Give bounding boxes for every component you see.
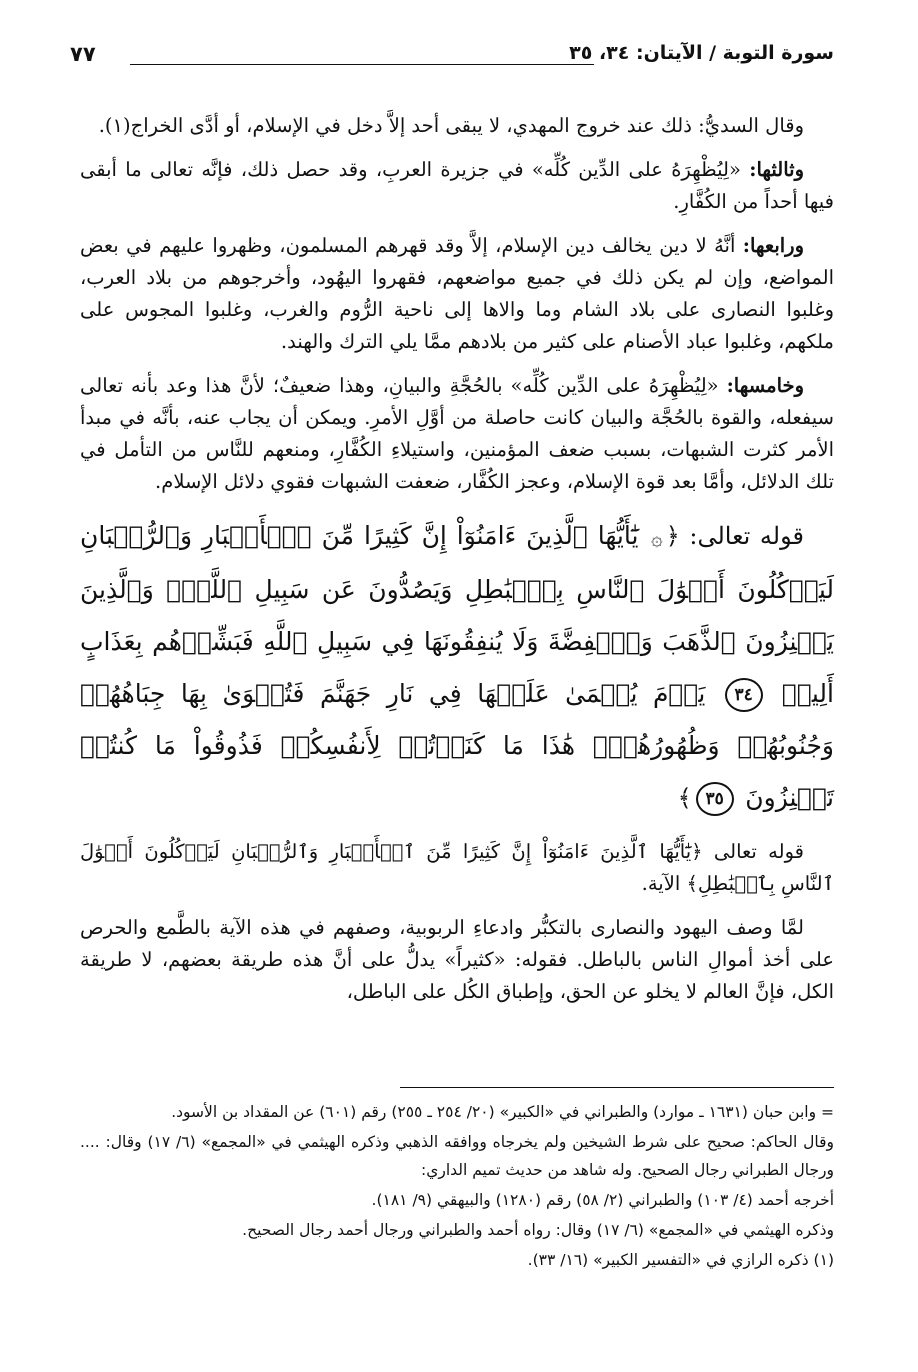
footnote-rule: [400, 1087, 834, 1088]
paragraph-text: ﴿يَٰٓأَيُّهَا ٱلَّذِينَ ءَامَنُوٓاْ إِنَّ كَثِيرًا مِّنَ ٱلۡأَحۡبَارِ وَٱلرُّهۡبَانِ لَيَأۡكُلُونَ أَمۡوَٰلَ ٱلنَّاسِ بِٱلۡبَٰطِلِ﴾ الآية.: [80, 839, 834, 895]
footnote: وذكره الهيثمي في «المجمع» (٦/ ١٧) وقال: رواه أحمد والطبراني ورجال أحمد رجال الصحيح.: [242, 1221, 834, 1239]
main-text: [80, 110, 834, 1020]
paragraph-fifth: [80, 370, 834, 498]
verse-35-text: يَوۡمَ يُحۡمَىٰ عَلَيۡهَا فِي نَارِ جَهَنَّمَ فَتُكۡوَىٰ بِهَا جِبَاهُهُمۡ وَجُنُوبُهُمۡ وَظُهُورُهُمۡۖ هَٰذَا مَا كَنَزۡتُمۡ لِأَنفُسِكُمۡ فَذُوقُواْ مَا كُنتُمۡ تَكۡنِزُونَ: [80, 678, 834, 812]
page-number: ٧٧: [70, 42, 96, 66]
paragraph-greed: [80, 912, 834, 1008]
paragraph-third: [80, 154, 834, 218]
sajda-star-icon: ۞: [651, 525, 663, 550]
paragraph-lead: قوله تعالى: [713, 839, 804, 863]
paragraph-text: لمَّا وصف اليهود والنصارى بالتكبُّر وادعاءِ الربوبية، وصفهم في هذه الآية بالطَّمع والحرص على أخذ أموالِ الناس بالباطل. فقوله: «كثيراً» يدلُّ على أنَّ هذه طريقة بعضهم، لا طريقة الكل، فإنَّ العالم لا يخلو عن الحق، وإطباق الكُل على الباطل،: [80, 915, 834, 1003]
paragraph-sadi: [80, 110, 834, 142]
ayah-number-34: ٣٤: [725, 678, 763, 712]
paragraph-lead: ورابعها:: [742, 234, 804, 257]
header-rule: [130, 64, 594, 65]
verse-open-bracket: ﴿: [665, 522, 680, 550]
paragraph-verse-ref: [80, 836, 834, 900]
paragraph-fourth: [80, 230, 834, 358]
paragraph-lead: وخامسها:: [726, 374, 804, 397]
running-header: [70, 42, 834, 76]
paragraph-text: وقال السديُّ: ذلك عند خروج المهدي، لا يبقى أحد إلاَّ دخل في الإسلام، أو أدَّى الخراج(١).: [98, 114, 804, 137]
footnote: أخرجه أحمد (٤/ ١٠٣) والطبراني (٢/ ٥٨) رقم (١٢٨٠) والبيهقي (٩/ ١٨١).: [371, 1191, 834, 1209]
surah-title: سورة التوبة / الآيتان: ٣٤، ٣٥: [561, 42, 834, 64]
verse-close-bracket: ﴾: [677, 783, 692, 812]
footnote: وقال الحاكم: صحيح على شرط الشيخين ولم يخرجاه ووافقه الذهبي وذكره الهيثمي في «المجمع» (٦/ ١٧) وقال: .... ورجال الطبراني رجال الصحيح. وله شاهد من حديث تميم الداري:: [80, 1133, 834, 1179]
ayah-number-35: ٣٥: [696, 782, 734, 816]
quran-verse-block: [80, 510, 834, 824]
paragraph-text: «لِيُظْهِرَهُ على الدِّين كُلِّه» بالحُجَّةِ والبيانِ، وهذا ضعيفٌ؛ لأنَّ هذا وعد بأنه تعالى سيفعله، والقوة بالحُجَّة والبيان كانت حاصلة من أوَّلِ الأمرِ. ويمكن أن يجاب عنه، بأنَّه في مبدأ الأمر كثرت الشبهات، بسبب ضعف المؤمنين، واستيلاءِ الكُفَّارِ، ومنعهم للنَّاس من التأمل في تلك الدلائل، وأمَّا بعد قوة الإسلام، وعجز الكُفَّار، ضعفت الشبهات فقوي دلائل الإسلام.: [80, 374, 834, 493]
footnote: = وابن حبان (١٦٣١ ـ موارد) والطبراني في «الكبير» (٢٠/ ٢٥٤ ـ ٢٥٥) رقم (٦٠١) عن المقداد بن الأسود.: [171, 1103, 834, 1121]
verse-intro: قوله تعالى:: [689, 522, 804, 550]
paragraph-text: أنَّهُ لا دين يخالف دين الإسلام، إلاَّ وقد قهرهم المسلمون، وظهروا عليهم في بعض المواضع، وإن لم يكن ذلك في جميع مواضعهم، فقهروا اليهُود، وأخرجوهم من بلاد العرب، وغلبوا النصارى على بلاد الشام وما والاها إلى ناحية الرُّوم والغرب، وغلبوا المجوس على ملكهم، وغلبوا عباد الأصنام على كثير من بلادهم ممَّا يلي الترك والهند.: [80, 234, 834, 353]
footnote: (١) ذكره الرازي في «التفسير الكبير» (١٦/ ٣٣).: [527, 1251, 834, 1269]
paragraph-text: «لِيُظْهِرَهُ على الدِّين كُلِّه» في جزيرة العربِ، وقد حصل ذلك، فإنَّه تعالى ما أبقى فيها أحداً من الكُفَّارِ.: [80, 158, 834, 213]
verse-34-text: يَٰٓأَيُّهَا ٱلَّذِينَ ءَامَنُوٓاْ إِنَّ كَثِيرًا مِّنَ ٱلۡأَحۡبَارِ وَٱلرُّهۡبَانِ لَيَأۡكُلُونَ أَمۡوَٰلَ ٱلنَّاسِ بِٱلۡبَٰطِلِ وَيَصُدُّونَ عَن سَبِيلِ ٱللَّهِۗ وَٱلَّذِينَ يَكۡنِزُونَ ٱلذَّهَبَ وَٱلۡفِضَّةَ وَلَا يُنفِقُونَهَا فِي سَبِيلِ ٱللَّهِ فَبَشِّرۡهُم بِعَذَابٍ أَلِيمٖ: [80, 521, 834, 708]
footnotes: [80, 1098, 834, 1276]
paragraph-lead: وثالثها:: [749, 158, 804, 181]
